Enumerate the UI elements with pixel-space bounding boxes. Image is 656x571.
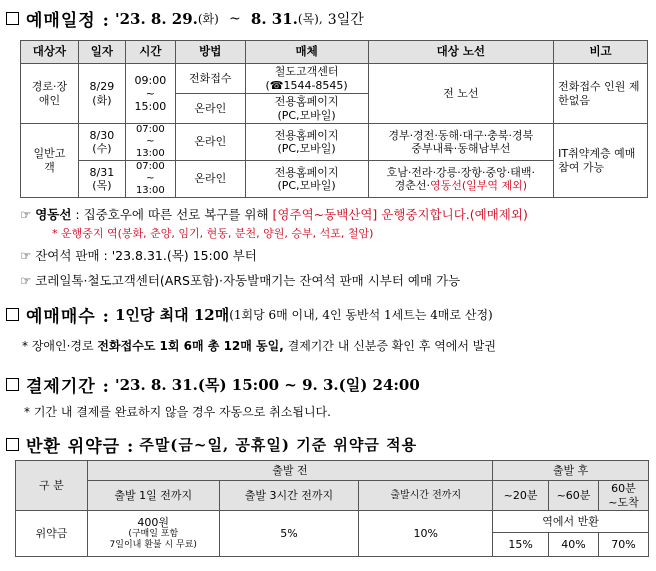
general-date-2-dow: (목) <box>92 179 112 192</box>
pointing-hand-icon-2: ☞ <box>20 248 32 263</box>
payment-value: '23. 8. 31.(목) 15:00 ~ 9. 3.(일) 24:00 <box>114 376 420 394</box>
callcenter-name: 철도고객센터 <box>274 65 339 79</box>
refund-col-after: 출발 후 <box>493 461 649 481</box>
refund-col-arrival-b: ~도착 <box>608 495 639 509</box>
payment-sub: * 기간 내 결제를 완료하지 않을 경우 자동으로 취소됩니다. <box>24 405 331 419</box>
checkbox-icon-4 <box>6 438 19 451</box>
web-name-2: 전용홈페이지 <box>274 128 339 142</box>
medium-web-2 <box>245 124 368 161</box>
senior-time <box>125 64 175 124</box>
route-a-line: 경부·경전·동해·대구·충북·경북 <box>388 128 534 142</box>
general-time-1 <box>125 124 175 161</box>
schedule-date-start: '23. 8. 29. <box>114 9 198 28</box>
route-all: 전 노선 <box>368 64 554 124</box>
refund-v1-amount: 400원 <box>137 516 170 530</box>
senior-time-start: 09:00 <box>134 73 167 87</box>
web-pc: (PC,모바일) <box>277 108 336 122</box>
method-online: 온라인 <box>175 94 245 124</box>
web-pc-3: (PC,모바일) <box>277 179 336 192</box>
group-senior: 경로·장애인 <box>21 64 79 124</box>
payment-label: 결제기간 : <box>26 377 110 397</box>
col-time: 시간 <box>125 41 175 64</box>
medium-web-3 <box>245 161 368 198</box>
note-yeongdong <box>20 205 528 223</box>
refund-v2: 5% <box>219 511 359 557</box>
senior-time-tilde: ~ <box>145 86 155 100</box>
route-b-line: 중부내륙·동해남부선 <box>411 142 511 155</box>
senior-date-dow: (화) <box>92 93 112 107</box>
senior-date <box>78 64 125 124</box>
route-d-normal: 경춘선· <box>394 179 430 192</box>
note-senior: 전화접수 인원 제한없음 <box>554 64 648 124</box>
refund-col-departure: 출발시간 전까지 <box>359 481 493 511</box>
refund-col-60min: ~60분 <box>549 481 599 511</box>
schedule-dow-end: (목), <box>297 12 323 26</box>
checkbox-icon-2 <box>6 308 19 321</box>
quantity-sub-a: * 장애인·경로 <box>22 339 94 353</box>
general-date-1-dow: (수) <box>92 142 112 155</box>
refund-col-1day: 출발 1일 전까지 <box>87 481 219 511</box>
pointing-hand-icon-3: ☞ <box>20 273 32 288</box>
web-pc-2: (PC,모바일) <box>277 142 336 155</box>
quantity-sub-c: 결제기간 내 신분증 확인 후 역에서 발권 <box>287 339 496 353</box>
refund-v1-note-a: (구매일 포함 <box>128 529 179 540</box>
general-time-2-end: 13:00 <box>135 185 165 196</box>
schedule-heading <box>6 6 364 31</box>
quantity-sub <box>22 337 496 354</box>
note-general: IT취약계층 예매 참여 가능 <box>554 124 648 198</box>
refund-label: 반환 위약금 : <box>26 437 135 457</box>
general-time-1-start: 07:00 <box>135 124 165 135</box>
col-note: 비고 <box>554 41 648 64</box>
col-route: 대상 노선 <box>368 41 554 64</box>
web-name-3: 전용홈페이지 <box>274 165 339 179</box>
col-date: 일자 <box>78 41 125 64</box>
refund-value: 주말(금~일, 공휴일) 기준 위약금 적용 <box>139 436 418 454</box>
yeongdong-text: : 집중호우에 따른 선로 복구를 위해 <box>75 207 269 222</box>
checkbox-icon <box>6 12 19 25</box>
medium-callcenter <box>245 64 368 94</box>
route-d-line <box>369 179 554 192</box>
refund-col-arrival-a: 60분 <box>611 482 636 496</box>
note-stopped-stations: * 운행중지 역(봉화, 춘양, 임기, 현동, 분천, 양원, 승부, 석포, 철암) <box>52 227 374 240</box>
refund-col-3hour: 출발 3시간 전까지 <box>219 481 359 511</box>
quantity-bold: 1인당 최대 12매 <box>114 306 230 324</box>
schedule-days: 3일간 <box>327 11 364 28</box>
general-time-2 <box>125 161 175 198</box>
route-c-line: 호남·전라·강릉·장항·중앙·태백· <box>386 165 536 179</box>
checkbox-icon-3 <box>6 378 19 391</box>
general-time-1-end: 13:00 <box>135 148 165 159</box>
schedule-table <box>20 40 648 198</box>
general-time-2-tilde: ~ <box>146 173 155 184</box>
payment-heading <box>6 372 420 397</box>
refund-v1 <box>87 511 219 557</box>
web-name: 전용홈페이지 <box>274 95 339 109</box>
general-date-1 <box>78 124 125 161</box>
pointing-hand-icon: ☞ <box>20 207 32 222</box>
col-method: 방법 <box>175 41 245 64</box>
refund-col-20min: ~20분 <box>493 481 549 511</box>
senior-time-end: 15:00 <box>134 100 167 114</box>
method-phone: 전화접수 <box>175 64 245 94</box>
refund-col-before: 출발 전 <box>87 461 492 481</box>
general-date-2 <box>78 161 125 198</box>
quantity-sub-b: 전화접수도 1회 6매 총 12매 동일, <box>97 339 284 353</box>
route-group-b <box>368 161 554 198</box>
note-channels <box>20 271 460 289</box>
refund-col-arrival <box>598 481 648 511</box>
refund-v1-note-b: 7일이내 환불 시 무료) <box>109 540 197 551</box>
channels-text: 코레일톡·철도고객센터(ARS포함)·자동발매기는 잔여석 판매 시부터 예매 가능 <box>35 273 461 288</box>
note-remaining <box>20 246 257 264</box>
group-general: 일반고객 <box>21 124 79 198</box>
general-date-2-value: 8/31 <box>89 165 115 179</box>
schedule-label: 예매일정 : <box>26 11 110 31</box>
refund-v5: 40% <box>549 533 599 557</box>
remaining-text: 잔여석 판매 : '23.8.31.(목) 15:00 부터 <box>35 248 257 263</box>
route-d-red: 영동선(일부역 제외) <box>429 179 528 192</box>
yeongdong-label: 영동선 <box>35 207 72 222</box>
col-target: 대상자 <box>21 41 79 64</box>
callcenter-phone: (☎1544-8545) <box>265 78 348 92</box>
refund-v6: 70% <box>598 533 648 557</box>
refund-v4: 15% <box>493 533 549 557</box>
col-medium: 매체 <box>245 41 368 64</box>
route-group-a <box>368 124 554 161</box>
general-time-1-tilde: ~ <box>146 136 155 147</box>
schedule-date-end: 8. 31. <box>250 9 298 28</box>
refund-heading <box>6 432 417 457</box>
refund-station: 역에서 반환 <box>493 511 649 533</box>
quantity-label: 예매매수 : <box>26 307 110 327</box>
yeongdong-red: [영주역~동백산역] 운행중지합니다.(예매제외) <box>272 207 528 222</box>
refund-col-gubun: 구 분 <box>16 461 88 511</box>
schedule-dow-start: (화) <box>197 12 219 26</box>
refund-table <box>15 460 649 557</box>
senior-date-value: 8/29 <box>89 80 115 94</box>
method-online-2: 온라인 <box>175 124 245 161</box>
quantity-rest: (1회당 6매 이내, 4인 동반석 1세트는 4매로 산정) <box>229 308 493 322</box>
refund-v3: 10% <box>359 511 493 557</box>
medium-web <box>245 94 368 124</box>
quantity-heading <box>6 302 493 327</box>
method-online-3: 온라인 <box>175 161 245 198</box>
general-date-1-value: 8/30 <box>89 128 115 142</box>
refund-row-label: 위약금 <box>16 511 88 557</box>
general-time-2-start: 07:00 <box>135 161 165 172</box>
schedule-tilde: ~ <box>229 10 241 27</box>
